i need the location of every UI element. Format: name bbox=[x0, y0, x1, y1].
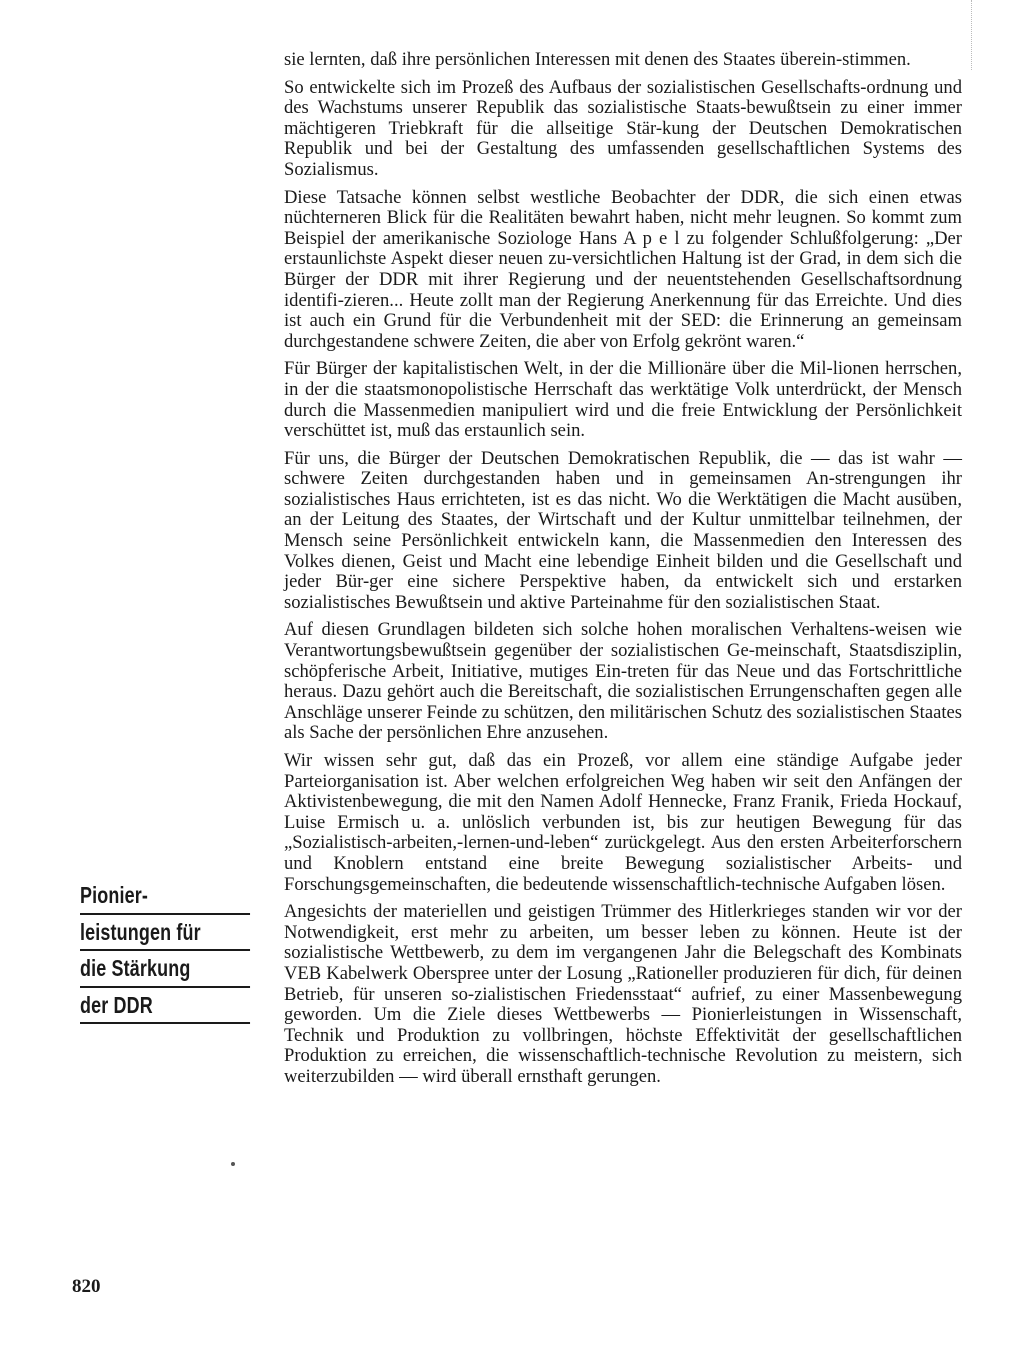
margin-heading-line-3: die Stärkung bbox=[80, 951, 250, 988]
margin-heading-line-2: leistungen für bbox=[80, 915, 250, 952]
paragraph-8: Angesichts der materiellen und geistigen Trümmer des Hitlerkrieges standen wir vor der Notwendigkeit, erst mehr zu arbeiten, um besser leben zu können. Heute ist der sozialistische Wettbewerb, zu dem im vergangenen Jahr die Belegschaft des Kombinats VEB Kabelwerk Oberspree unter der Losung „Rationeller produzieren für dich, für deinen Betrieb, für unseren so-zialistischen Friedensstaat“ aufrief, zu einer Massenbewegung geworden. Um die Ziele dieses Wettbewerbs — Pionierleistungen in Wissenschaft, Technik und Produktion zu vollbringen, höchste Effektivität der gesellschaftlichen Produktion zu erreichen, die wissenschaftlich-technische Revolution zu meistern, sich weiterzubilden — wird überall ernsthaft gerungen. bbox=[284, 901, 962, 1087]
scan-edge-mark bbox=[970, 0, 972, 70]
paragraph-5: Für uns, die Bürger der Deutschen Demokratischen Republik, die — das ist wahr — schwere Zeiten durchgestanden haben und in gemeinsamen An-strengungen ihr sozialistisches Haus errichteten, ist es das nicht. Wo die Werktätigen die Macht ausüben, an der Leitung des Staates, der Wirtschaft und der Kultur unmittelbar teilnehmen, der Mensch seine Persönlichkeit entwickeln kann, die Massenmedien den Interessen des Volkes dienen, Geist und Macht eine lebendige Einheit bilden und die Gesellschaft und jeder Bür-ger eine sichere Perspektive haben, da entwickelt sich und erstarken sozialistisches Bewußtsein und aktive Parteinahme für den sozialistischen Staat. bbox=[284, 447, 962, 613]
paragraph-3: Diese Tatsache können selbst westliche Beobachter der DDR, die sich einen etwas nüchterneren Blick für die Realitäten bewahrt haben, nicht mehr leugnen. So kommt zum Beispiel der amerikanische Soziologe Hans A p e l zu folgender Schlußfolgerung: „Der erstaunlichste Aspekt dieser neuen zu-versichtlichen Haltung ist der Grad, in dem sich die Bürger der DDR mit ihrer Regierung und der neuentstehenden Gesellschaftsordnung identifi-zieren... Heute zollt man der Regierung Anerkennung für das Erreichte. Und dies ist auch ein Grund für die Verbundenheit mit der SED: die Erinnerung an gemeinsam durchgestandene schwere Zeiten, die aber von Erfolg gekrönt waren.“ bbox=[284, 186, 962, 352]
body-text-column bbox=[284, 50, 962, 1095]
paragraph-1: sie lernten, daß ihre persönlichen Interessen mit denen des Staates überein-stimmen. bbox=[284, 49, 911, 70]
paragraph-2: So entwickelte sich im Prozeß des Aufbaus der sozialistischen Gesellschafts-ordnung und des Wachstums unserer Republik das sozialistische Staats-bewußtsein zu einer immer mächtigeren Triebkraft für die allseitige Stär-kung der Deutschen Demokratischen Republik und bei der Gestaltung des umfassenden gesellschaftlichen Systems des Sozialismus. bbox=[284, 76, 962, 180]
paragraph-4: Für Bürger der kapitalistischen Welt, in der die Millionäre über die Mil-lionen herrschen, in der die staatsmonopolistische Herrschaft das werktätige Volk unterdrückt, der Mensch durch die Massenmedien manipuliert wird und die freie Entwicklung der Persönlichkeit verschüttet ist, muß das erstaunlich sein. bbox=[284, 358, 962, 442]
margin-heading-line-1: Pionier- bbox=[80, 878, 250, 915]
paragraph-6: Auf diesen Grundlagen bildeten sich solche hohen moralischen Verhaltens-weisen wie Verantwortungsbewußtsein gegenüber der sozialistischen Ge-meinschaft, Staatsdisziplin, schöpferische Arbeit, Initiative, mutiges Ein-treten für das Neue und das Fortschrittliche heraus. Dazu gehört auch die Bereitschaft, die sozialistischen Errungenschaften gegen alle Anschläge unserer Feinde zu schützen, den militärischen Schutz des sozialistischen Staates als Sache der persönlichen Ehre anzusehen. bbox=[284, 619, 962, 744]
margin-heading bbox=[80, 878, 213, 1024]
page-number: 820 bbox=[72, 1276, 101, 1297]
print-speck bbox=[231, 1162, 235, 1166]
margin-heading-line-4: der DDR bbox=[80, 988, 250, 1025]
paragraph-7: Wir wissen sehr gut, daß das ein Prozeß, vor allem eine ständige Aufgabe jeder Parteiorganisation ist. Aber welchen erfolgreichen Weg haben wir seit den Anfängen der Aktivistenbewegung, die mit den Namen Adolf Hennecke, Franz Franik, Frieda Hockauf, Luise Ermisch u. a. unlöslich verbunden ist, bis zur heutigen Bewegung für das „Sozialistisch-arbeiten,-lernen-und-leben“ zurückgelegt. Aus den ersten Arbeiterforschern und Knoblern entstand eine breite Bewegung sozialistischer Arbeits- und Forschungsgemeinschaften, die bedeutende wissenschaftlich-technische Aufgaben lösen. bbox=[284, 750, 962, 895]
